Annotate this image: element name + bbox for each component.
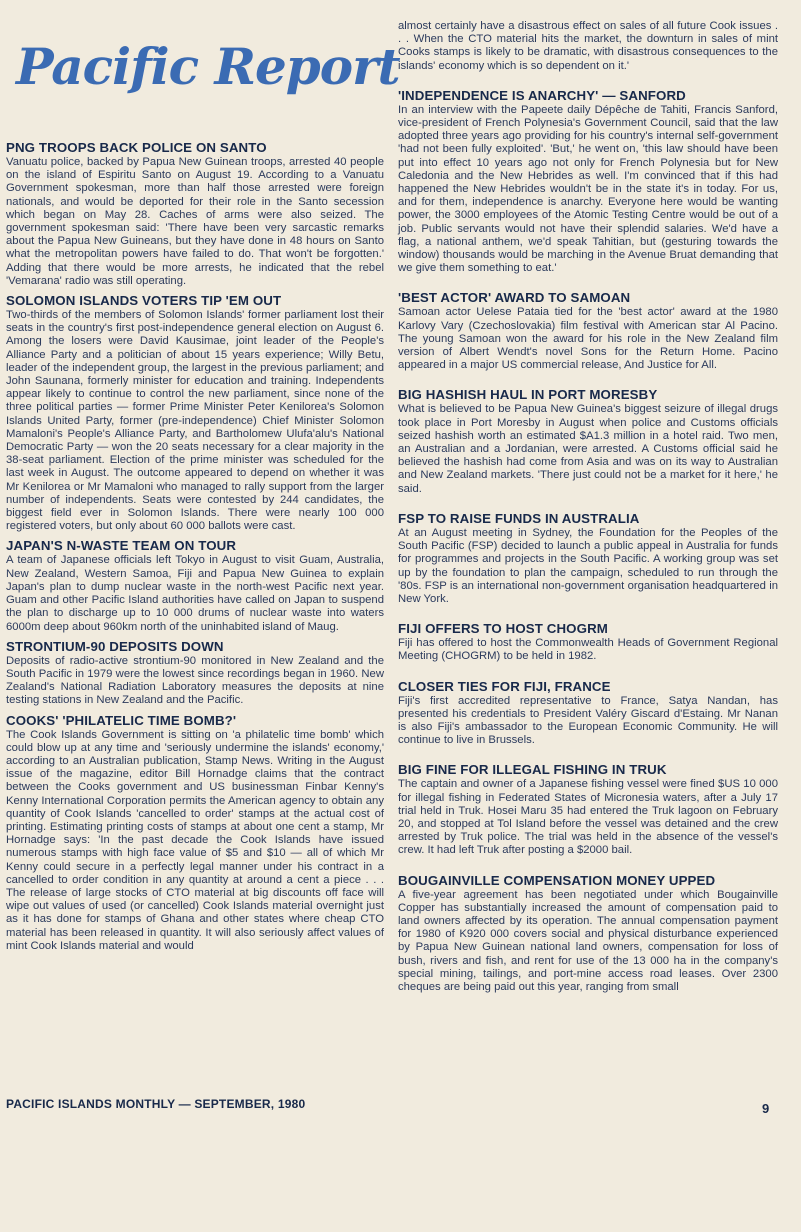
article-body: The captain and owner of a Japanese fishing vessel were fined $US 10 000 for illegal fishing in Federated States of Micronesia waters, after a July 17 trial held in Truk. Hosei Maru 35 had entered the Truk lagoon on February 20, and stopped at Tol Island before the vessel was detained and the crew arrested by Truk police. The trial was held in the absence of the vessel's crew. It had left Truk after posting a $2000 bail. — [398, 778, 778, 857]
article-headline: FSP TO RAISE FUNDS IN AUSTRALIA — [398, 510, 640, 526]
article-headline: COOKS' 'PHILATELIC TIME BOMB?' — [6, 712, 237, 728]
article-headline: BOUGAINVILLE COMPENSATION MONEY UPPED — [398, 872, 716, 888]
article-body: What is believed to be Papua New Guinea's biggest seizure of illegal drugs took place in Port Moresby in August when police and Customs officials seized hashish worth an estimated $A1.3 million in a hotel raid. Two men, an Australian and a Jordanian, were arrested. A Customs official said he believed the hashish had come from Asia and was on its way to Australian and New Zealand markets. 'There just could not be a market for it here,' he said. — [398, 403, 778, 495]
article-body: Fiji's first accredited representative to France, Satya Nandan, has presented his credentials to President Valéry Giscard d'Estaing. Mr Nanan is also Fiji's ambassador to the European Economic Community. He will continue to live in Brussels. — [398, 694, 778, 747]
article — [6, 639, 384, 708]
article-headline: CLOSER TIES FOR FIJI, FRANCE — [398, 678, 611, 694]
article-headline: BIG HASHISH HAUL IN PORT MORESBY — [398, 387, 658, 403]
masthead-title: Pacific Report — [16, 37, 400, 96]
article — [398, 762, 778, 857]
article-body: Vanuatu police, backed by Papua New Guinean troops, arrested 40 people on the island of Espiritu Santo on August 19. According to a Vanuatu Government spokesman, more than half those arrested were foreign nationals, and would be deported for their role in the Santo secession which began on May 28. Caches of arms were also seized. The government spokesman said: 'There have been very sarcastic remarks about the Papua New Guineans, but they have done in 48 hours on Santo what the metropolitan powers have failed to do. That won't be forgotten.' Adding that there would be more arrests, he indicated that the rebel 'Vemarana' radio was still operating. — [6, 156, 384, 287]
article-headline: SOLOMON ISLANDS VOTERS TIP 'EM OUT — [6, 293, 282, 309]
article-body: At an August meeting in Sydney, the Foundation for the Peoples of the South Pacific (FSP) decided to launch a public appeal in Australia for funds for programmes and projects in the South Pacific. A working group was set up by the foundation to plan the campaign, scheduled to run through the '80s. FSP is an international non-government organisation headquartered in New York. — [398, 526, 778, 605]
article-body: Fiji has offered to host the Commonwealth Heads of Government Regional Meeting (CHOGRM) to be held in 1982. — [398, 637, 778, 663]
article — [398, 679, 778, 748]
article-body: Deposits of radio-active strontium-90 monitored in New Zealand and the South Pacific in 1979 were the lowest since recordings began in 1960. New Zealand's National Radiation Laboratory measures the deposits at nine testing stations in New Zealand and the Pacific. — [6, 654, 384, 707]
page-number: 9 — [762, 1101, 770, 1116]
article-body: almost certainly have a disastrous effect on sales of all future Cook issues . . . When the CTO material hits the market, the downturn in sales of mint Cooks stamps is likely to be dramatic, with disastrous consequences to the islands' economy which is so dependent on it.' — [398, 20, 778, 72]
right-column — [398, 0, 778, 1112]
article — [398, 621, 778, 663]
article — [398, 873, 778, 995]
article — [6, 713, 384, 953]
article-headline: JAPAN'S N-WASTE TEAM ON TOUR — [6, 538, 237, 554]
article — [398, 387, 778, 495]
article-headline: STRONTIUM-90 DEPOSITS DOWN — [6, 638, 224, 654]
article-body: Samoan actor Uelese Pataia tied for the 'best actor' award at the 1980 Karlovy Vary (Czechoslovakia) film festival with American star Al Pacino. The young Samoan won the award for his role in the New Zealand film version of Albert Wendt's novel Sons for the Return Home. Pacino appeared in a major US commercial release, And Justice for All. — [398, 306, 778, 372]
article — [398, 511, 778, 606]
article-body: In an interview with the Papeete daily Dépêche de Tahiti, Francis Sanford, vice-president of French Polynesia's Government Council, said that the law adopted three years ago providing for his country's internal self-government 'had not been fully exploited'. 'But,' he went on, 'this law should have been put into effect 10 years ago not only for French Polynesia but for New Caledonia and the New Hebrides as well. I'm convinced that if this had happened the New Hebrides wouldn't be in the state it's in today. For us, and for them, independence is anarchy. Everyone here would be wanting power, the 3000 employees of the Atomic Testing Centre would be out of a job. Public servants would not have their splendid salaries. We'd have a flag, a national anthem, we'd speak Tahitian, but (gesturing towards the window) thousands would be marching in the Avenue Bruat demanding that we give them something to eat.' — [398, 103, 778, 275]
article-body: Two-thirds of the members of Solomon Islands' former parliament lost their seats in the country's first post-independence general election on August 6. Among the losers were David Kausimae, joint leader of the People's Alliance Party and a politician of about 15 years experience; Willy Betu, leader of the independent group, the largest in the previous parliament; and John Saunana, formerly minister for education and training. Independents appear likely to continue to control the new parliament, since none of the three political parties — former Prime Minister Peter Kenilorea's Solomon Islands United Party, former (pre-independence) Chief Minister Solomon Mamaloni's People's Alliance Party, and Bartholomew Ulufa'alu's National Democratic Party — won the 20 seats necessary for a clear majority in the 38-seat parliament. Election of the prime minister was scheduled for the last week in August. The outcome appeared to depend on whether it was Mr Kenilorea or Mr Mamaloni who managed to rally support from the larger number of independents. Seats were contested by 244 candidates, the biggest field ever in Solomon Islands. There were nearly 100 000 registered voters, but only about 60 000 ballots were cast. — [6, 309, 384, 533]
article-body: A team of Japanese officials left Tokyo in August to visit Guam, Australia, New Zealand, Western Samoa, Fiji and Papua New Guinea to explain Japan's plan to dump nuclear waste in the north-west Pacific next year. Guam and other Pacific Island authorities have called on Japan to suspend the plan to discharge up to 10 000 drums of nuclear waste into waters 6000m deep about 960km north of the uninhabited island of Maug. — [6, 554, 384, 633]
article-headline: 'INDEPENDENCE IS ANARCHY' — SANFORD — [398, 87, 686, 103]
article — [398, 290, 778, 372]
article-headline: BIG FINE FOR ILLEGAL FISHING IN TRUK — [398, 762, 667, 778]
article — [6, 140, 384, 288]
left-column — [6, 0, 384, 1232]
article-headline: FIJI OFFERS TO HOST CHOGRM — [398, 621, 608, 637]
article-headline: 'BEST ACTOR' AWARD TO SAMOAN — [398, 290, 631, 306]
article-body: The Cook Islands Government is sitting on 'a philatelic time bomb' which could blow up at any time and 'seriously undermine the islands' economy,' according to an Australian publication, Stamp News. Writing in the August issue of the magazine, editor Bill Hornadge claims that the contract between the Cooks government and US businessman Finbar Kenny's Kenny International Corporation permits the American agency to obtain any quantity of Cook Islands 'cancelled to order' stamps at the actual cost of printing. Estimating printing costs of stamps at about one cent a stamp, Mr Hornadge says: 'In the past decade the Cook Islands have issued numerous stamps with high face value of $5 and $10 — all of which Mr Kenny could secure in a perfectly legal manner under his contract in a cancelled to order condition in any quantity at around a cent a piece . . . The release of large stocks of CTO material at big discounts off face will wipe out values of used (or cancelled) Cook Islands material overnight just as it has done for stamps of Ghana and other states where cheap CTO material has been released in quantity. It will also seriously affect values of mint Cook Islands material and would — [6, 728, 384, 952]
article-body: A five-year agreement has been negotiated under which Bougainville Copper has substantially increased the amount of compensation paid to land owners affected by its operation. The annual compensation payment for 1980 of K920 000 covers social and physical disturbance experienced by Papua New Guinean national land owners, compensation for loss of bush, rivers and fish, and rent for use of the 13 000 ha in the company's special mining, tailings, and port-mine access road leases. Over 2300 cheques are being paid out this year, ranging from small — [398, 888, 778, 993]
article-headline: PNG TROOPS BACK POLICE ON SANTO — [6, 140, 267, 155]
article — [6, 538, 384, 633]
footer-publication: PACIFIC ISLANDS MONTHLY — SEPTEMBER, 1980 — [6, 1097, 306, 1111]
article — [6, 293, 384, 533]
article-continuation — [398, 20, 778, 73]
article — [398, 88, 778, 276]
